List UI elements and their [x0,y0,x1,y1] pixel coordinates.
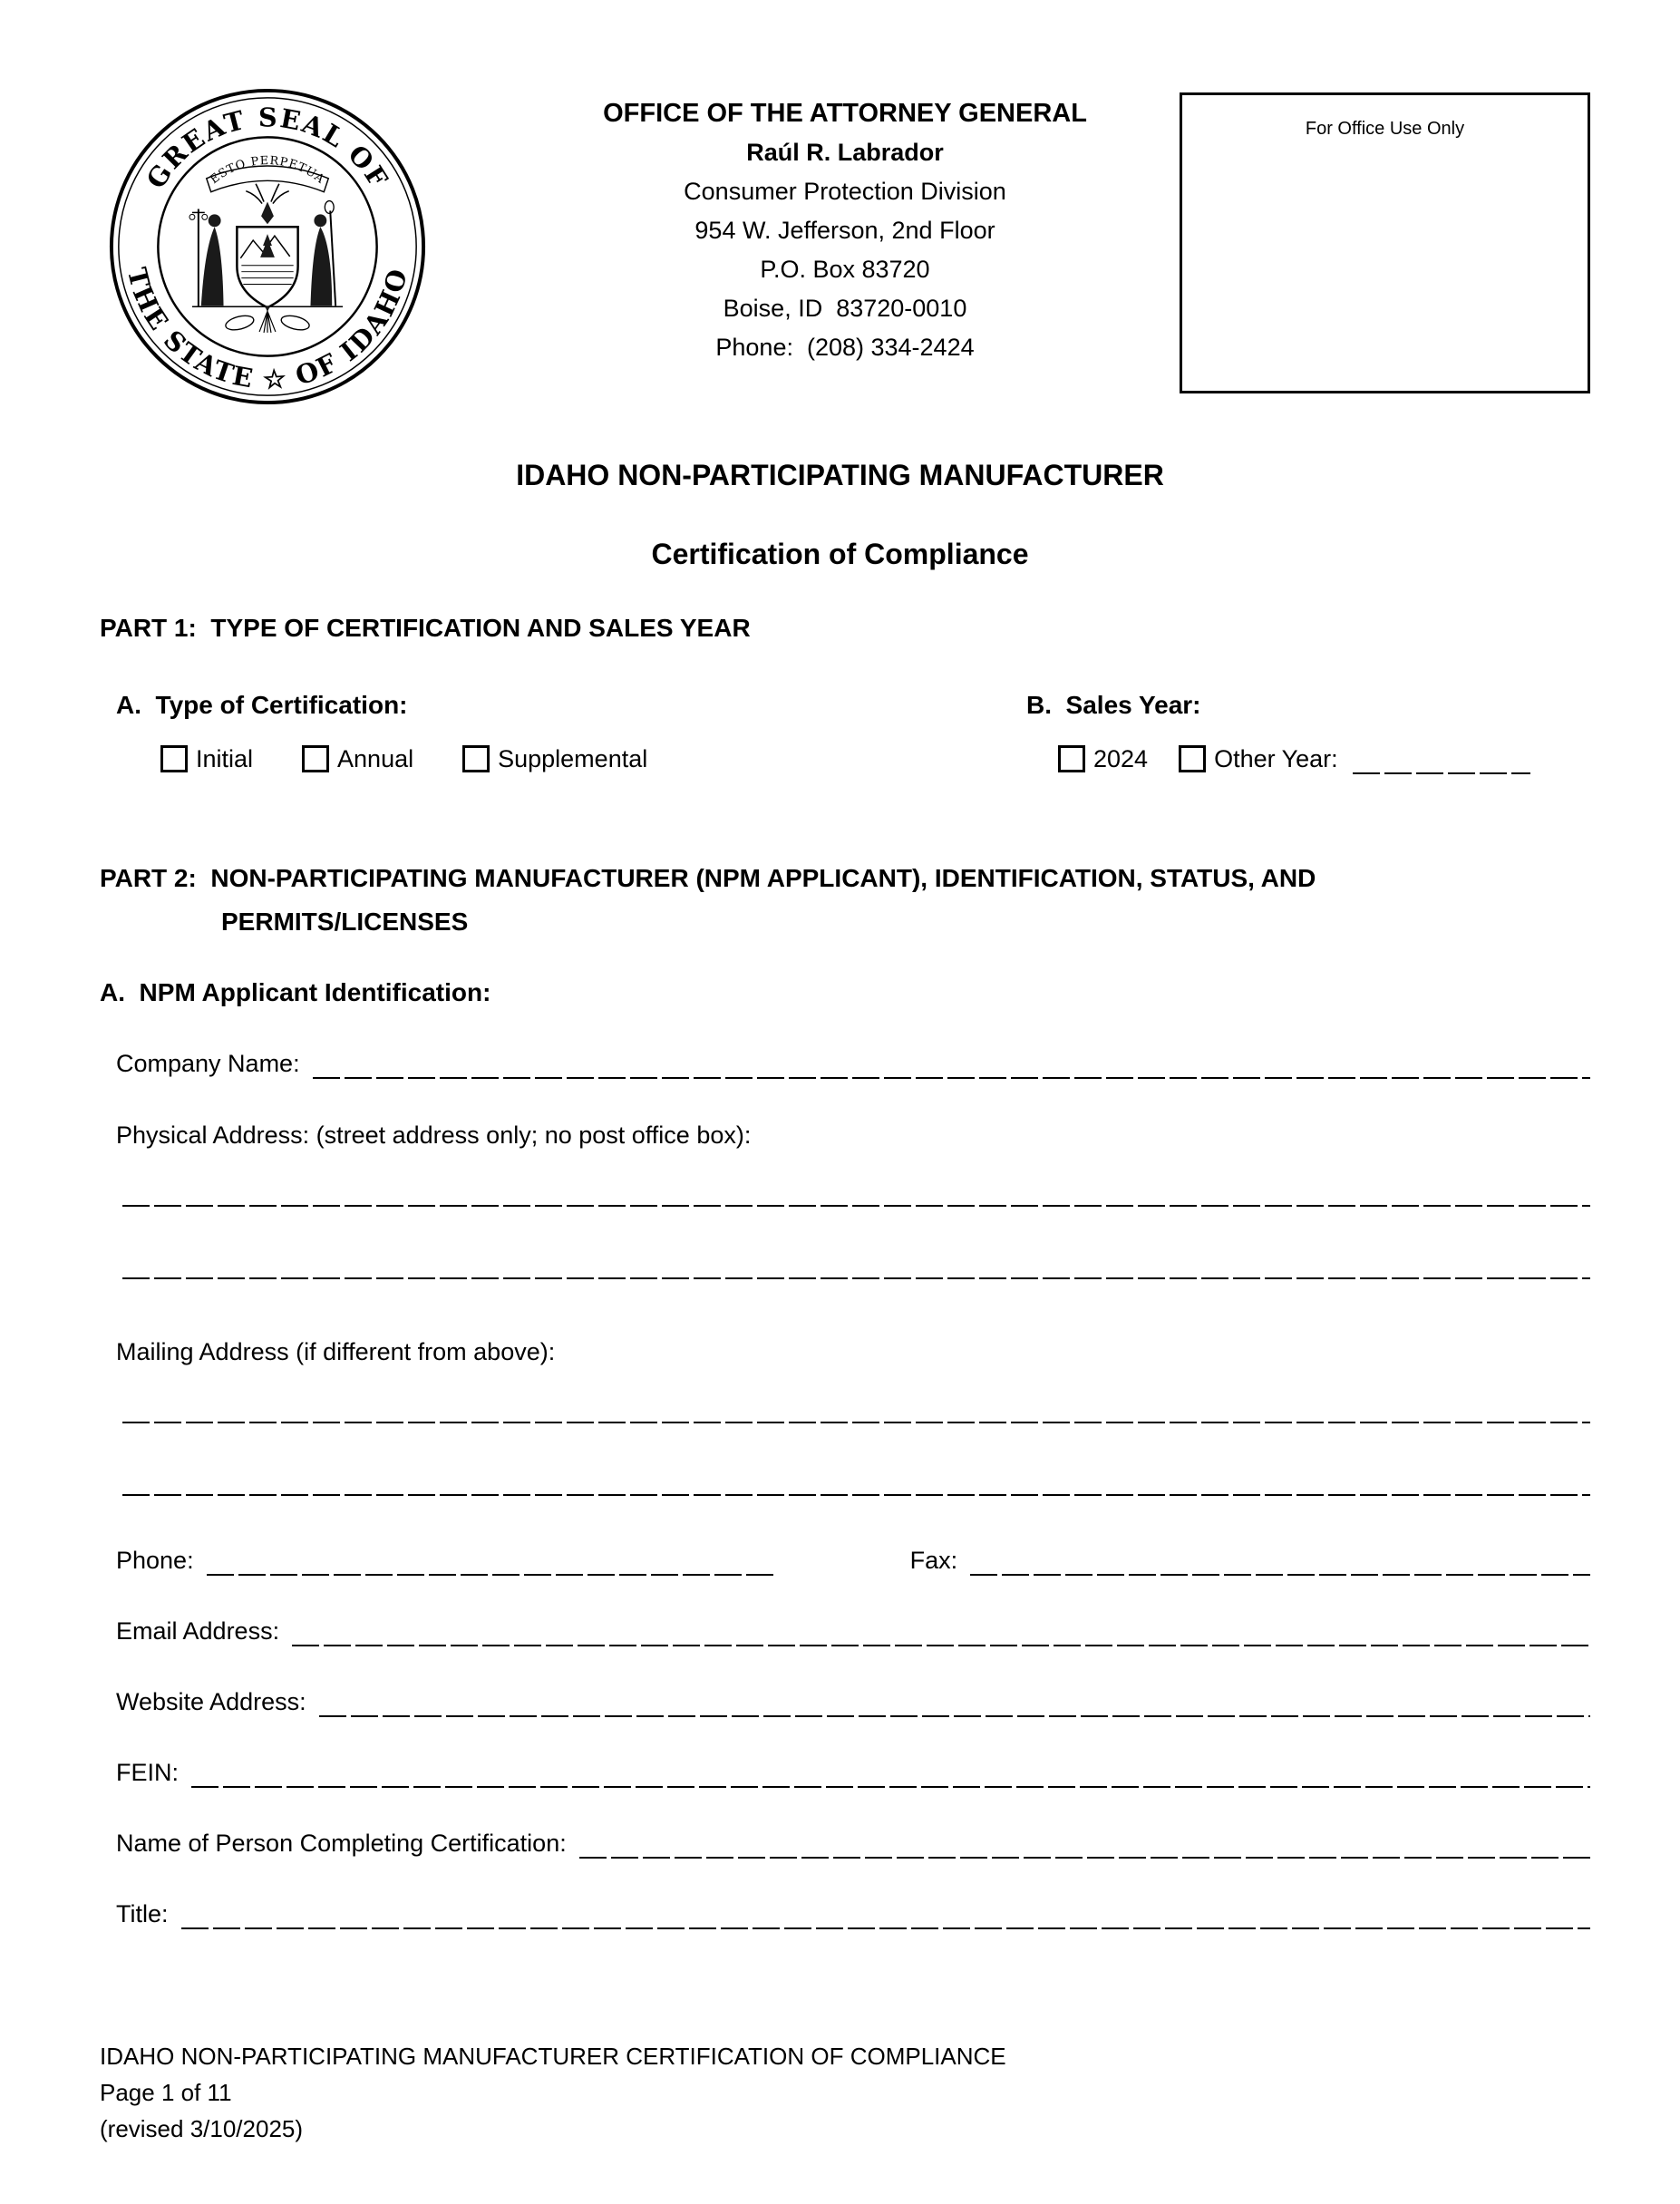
title-field [116,1897,1590,1929]
physical-address-line-2[interactable] [122,1277,1590,1279]
email-blank-line[interactable] [292,1614,1590,1646]
city-state-zip: Boise, ID 83720-0010 [723,295,967,322]
type-of-certification-section [116,688,1026,774]
po-box: P.O. Box 83720 [760,256,930,283]
fax-label: Fax: [909,1547,958,1574]
initial-option [160,743,253,774]
email-field [116,1614,1590,1646]
fein-label: FEIN: [116,1759,180,1786]
footer-doc-name: IDAHO NON-PARTICIPATING MANUFACTURER CERTIFICATION OF COMPLIANCE [100,2043,1006,2070]
attorney-general-name: Raúl R. Labrador [746,139,944,166]
document-title: IDAHO NON-PARTICIPATING MANUFACTURER [516,459,1164,491]
year-2024-label: 2024 [1093,745,1149,772]
part1-heading: PART 1: TYPE OF CERTIFICATION AND SALES YEAR [100,614,751,642]
document-subtitle: Certification of Compliance [651,538,1029,570]
page-footer [100,2038,1006,2147]
title-blank-line[interactable] [181,1897,1590,1929]
annual-option [302,743,413,774]
sales-year-choices [1058,743,1590,774]
office-use-only-box [1180,92,1590,393]
mailing-address-label: Mailing Address (if different from above): [116,1338,556,1365]
website-blank-line[interactable] [319,1685,1590,1717]
phone-fax-field [116,1543,1590,1576]
sales-year-label: B. Sales Year: [1026,691,1201,719]
mailing-address-line-2[interactable] [122,1493,1590,1496]
title-label: Title: [116,1900,169,1927]
supplemental-label: Supplemental [498,745,648,772]
division-name: Consumer Protection Division [684,178,1006,205]
initial-checkbox[interactable] [160,745,188,772]
office-use-only-label: For Office Use Only [1305,119,1465,139]
phone-label: Phone: [116,1547,194,1574]
website-label: Website Address: [116,1688,306,1715]
seal-ring-text-top: GREAT SEAL OF [140,102,395,195]
physical-address-line-1[interactable] [122,1204,1590,1207]
company-name-label: Company Name: [116,1050,300,1077]
other-year-option [1179,743,1530,774]
physical-address-label: Physical Address: (street address only; no post office box): [116,1121,752,1149]
person-completing-label: Name of Person Completing Certification: [116,1830,567,1857]
street-address: 954 W. Jefferson, 2nd Floor [694,217,995,244]
footer-page-number: Page 1 of 11 [100,2079,232,2106]
npm-identification-fields [116,1046,1590,1929]
annual-checkbox[interactable] [302,745,329,772]
email-label: Email Address: [116,1617,280,1645]
year-2024-option [1058,743,1148,774]
annual-label: Annual [337,745,414,772]
person-completing-field [116,1826,1590,1859]
other-year-label: Other Year: [1214,745,1338,772]
year-2024-checkbox[interactable] [1058,745,1085,772]
office-name: OFFICE OF THE ATTORNEY GENERAL [603,99,1087,128]
other-year-blank-line[interactable] [1353,743,1530,774]
other-year-checkbox[interactable] [1179,745,1206,772]
supplemental-option [462,743,647,774]
part1-options-row [116,688,1590,774]
seal-ring-text-bottom: THE STATE ☆ OF IDAHO [121,264,414,395]
footer-revised-date: (revised 3/10/2025) [100,2115,304,2142]
npm-identification-label: A. NPM Applicant Identification: [100,978,491,1006]
letterhead [0,0,1680,408]
fein-field [116,1755,1590,1788]
seal-motto-text: ESTO PERPETUA [208,153,327,188]
certification-type-choices [160,743,1026,774]
fax-blank-line[interactable] [970,1543,1590,1576]
company-name-field [116,1046,1590,1079]
type-of-certification-label: A. Type of Certification: [116,691,408,719]
initial-label: Initial [196,745,254,772]
agency-address-block [429,85,1180,367]
part2-heading-line1: PART 2: NON-PARTICIPATING MANUFACTURER (NPM APPLICANT), IDENTIFICATION, STATUS, AND [100,864,1316,892]
phone-blank-line[interactable] [207,1543,774,1576]
part2-heading-line2: PERMITS/LICENSES [221,908,469,936]
idaho-state-seal-icon [106,85,429,408]
company-name-blank-line[interactable] [313,1046,1590,1079]
fein-blank-line[interactable] [191,1755,1590,1788]
mailing-address-line-1[interactable] [122,1421,1590,1423]
website-field [116,1685,1590,1717]
supplemental-checkbox[interactable] [462,745,490,772]
person-completing-blank-line[interactable] [579,1826,1590,1859]
agency-phone: Phone: (208) 334-2424 [715,334,975,361]
sales-year-section [1026,688,1590,774]
